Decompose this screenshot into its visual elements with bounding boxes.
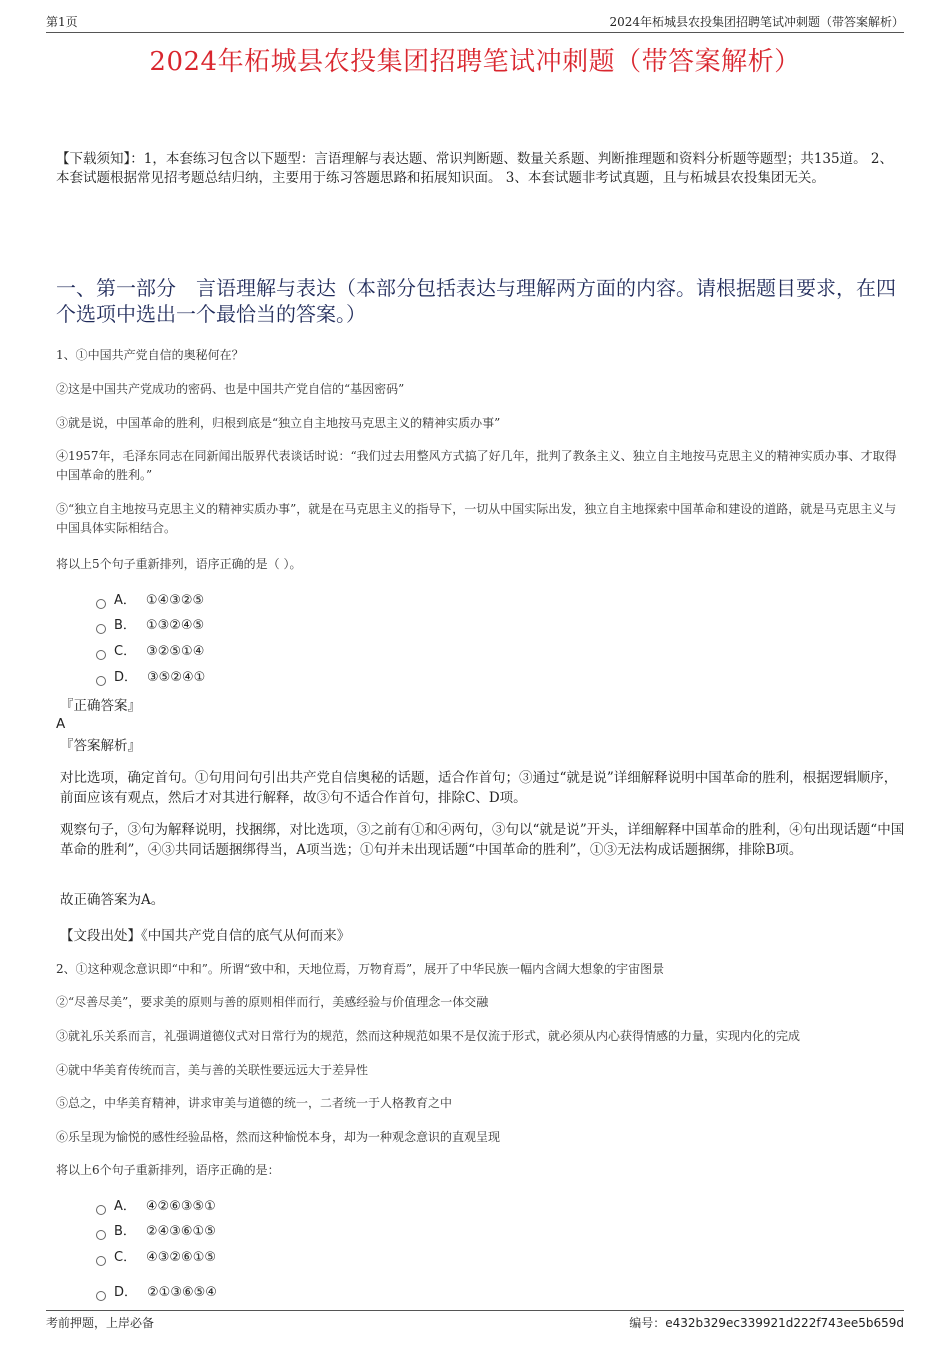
page-title: 2024年柘城县农投集团招聘笔试冲刺题（带答案解析） [149, 47, 801, 77]
option-text: ②④③⑥①⑤ [145, 1224, 216, 1239]
q2-option-d[interactable] [96, 1284, 217, 1302]
radio-icon [96, 676, 106, 686]
option-letter: A． [114, 593, 136, 608]
q1-option-d[interactable] [96, 669, 205, 687]
q1-sentence-5: ⑤“独立自主地按马克思主义的精神实质办事”，就是在马克思主义的指导下，一切从中国实际出发，独立自主地探索中国革命和建设的道路，就是马克思主义与中国具体实际相结合。 [56, 502, 897, 535]
option-text: ③⑤②④① [147, 670, 206, 685]
page-footer [46, 1310, 904, 1332]
option-letter: D． [114, 1285, 138, 1300]
option-text: ③②⑤①④ [146, 644, 205, 659]
option-letter: C． [114, 644, 137, 659]
download-notice: 【下载须知】：1，本套练习包含以下题型：言语理解与表达题、常识判断题、数量关系题、判断推理题和资料分析题等题型；共135道。 2、本套试题根据常见招考题总结归纳，主要用于练习答题思路和拓展知识面。 3、本套试题非考试真题，且与柘城县农投集团无关。 [56, 151, 893, 186]
option-text: ②①③⑥⑤④ [147, 1285, 217, 1300]
option-text: ④②⑥③⑤① [145, 1199, 216, 1214]
radio-icon [96, 1205, 106, 1215]
q2-sentence-1: 2、①这种观念意识即“中和”。所谓“致中和，天地位焉，万物育焉”，展开了中华民族一幅内含阔大想象的宇宙图景 [56, 962, 665, 976]
option-letter: D． [114, 670, 138, 685]
q1-sentence-4: ④1957年，毛泽东同志在同新闻出版界代表谈话时说：“我们过去用整风方式搞了好几年，批判了教条主义、独立自主地按马克思主义的精神实质办事、才取得中国革命的胜利。” [56, 449, 897, 482]
option-letter: C． [114, 1250, 137, 1265]
q2-sentence-6: ⑥乐呈现为愉悦的感性经验品格，然而这种愉悦本身，却为一种观念意识的直观呈现 [56, 1130, 501, 1144]
radio-icon [96, 1230, 106, 1240]
section-title: 一、第一部分 言语理解与表达（本部分包括表达与理解两方面的内容。请根据题目要求，在四个选项中选出一个最恰当的答案。） [56, 276, 896, 326]
analysis-conclusion: 故正确答案为A。 [60, 892, 165, 908]
q1-sentence-1: 1、①中国共产党自信的奥秘何在？ [56, 348, 244, 362]
analysis-paragraph-2: 观察句子，③句为解释说明，找捆绑，对比选项，③之前有①和④两句，③句以“就是说”开头，详细解释中国革命的胜利，④句出现话题“中国革命的胜利”，④③共同话题捆绑得当，A项当选；①句并未出现话题“中国革命的胜利”，①③无法构成话题捆绑，排除B项。 [60, 822, 905, 858]
q2-option-c[interactable] [96, 1249, 216, 1267]
option-letter: B． [114, 618, 136, 633]
q1-option-c[interactable] [96, 643, 204, 661]
radio-icon [96, 1291, 106, 1301]
q2-sentence-5: ⑤总之，中华美育精神，讲求审美与道德的统一，二者统一于人格教育之中 [56, 1096, 453, 1110]
analysis-label: 『答案解析』 [60, 738, 141, 754]
radio-icon [96, 599, 106, 609]
answer-label: 『正确答案』 [60, 698, 141, 714]
header-doc-title: 2024年柘城县农投集团招聘笔试冲刺题（带答案解析） [609, 15, 904, 29]
radio-icon [96, 1256, 106, 1266]
option-text: ①④③②⑤ [145, 593, 205, 608]
footer-code [629, 1315, 904, 1331]
option-letter: A． [114, 1199, 136, 1214]
q2-sentence-2: ②“尽善尽美”，要求美的原则与善的原则相伴而行，美感经验与价值理念一体交融 [56, 995, 489, 1009]
passage-source: 【文段出处】《中国共产党自信的底气从何而来》 [60, 928, 351, 944]
q2-sentence-3: ③就礼乐关系而言，礼强调道德仪式对日常行为的规范，然而这种规范如果不是仅流于形式，就必须从内心获得情感的力量，实现内化的完成 [56, 1029, 801, 1043]
q1-sentence-3: ③就是说，中国革命的胜利，归根到底是“独立自主地按马克思主义的精神实质办事” [56, 416, 501, 430]
footer-code-value: e432b329ec339921d222f743ee5b659d [665, 1316, 904, 1330]
q2-option-b[interactable] [96, 1223, 216, 1241]
q1-option-a[interactable] [96, 592, 204, 610]
q1-option-b[interactable] [96, 617, 204, 635]
footer-slogan: 考前押题，上岸必备 [46, 1316, 155, 1330]
footer-code-label: 编号： [629, 1316, 666, 1330]
q1-prompt: 将以上5个句子重新排列，语序正确的是（ ）。 [56, 557, 302, 571]
correct-answer: A [56, 716, 66, 732]
q2-sentence-4: ④就中华美育传统而言，美与善的关联性要远远大于差异性 [56, 1063, 369, 1077]
q2-prompt: 将以上6个句子重新排列，语序正确的是： [56, 1163, 280, 1177]
page-header [46, 14, 904, 33]
q1-sentence-2: ②这是中国共产党成功的密码、也是中国共产党自信的“基因密码” [56, 382, 405, 396]
option-letter: B． [114, 1224, 136, 1239]
analysis-paragraph-1: 对比选项，确定首句。①句用问句引出共产党自信奥秘的话题，适合作首句；③通过“就是说”详细解释说明中国革命的胜利，根据逻辑顺序，前面应该有观点，然后才对其进行解释，故③句不适合作首句，排除C、D项。 [60, 770, 898, 806]
q2-option-a[interactable] [96, 1198, 216, 1216]
option-text: ①③②④⑤ [145, 618, 205, 633]
radio-icon [96, 650, 106, 660]
option-text: ④③②⑥①⑤ [146, 1250, 217, 1265]
radio-icon [96, 624, 106, 634]
page-number: 第1页 [46, 15, 78, 29]
